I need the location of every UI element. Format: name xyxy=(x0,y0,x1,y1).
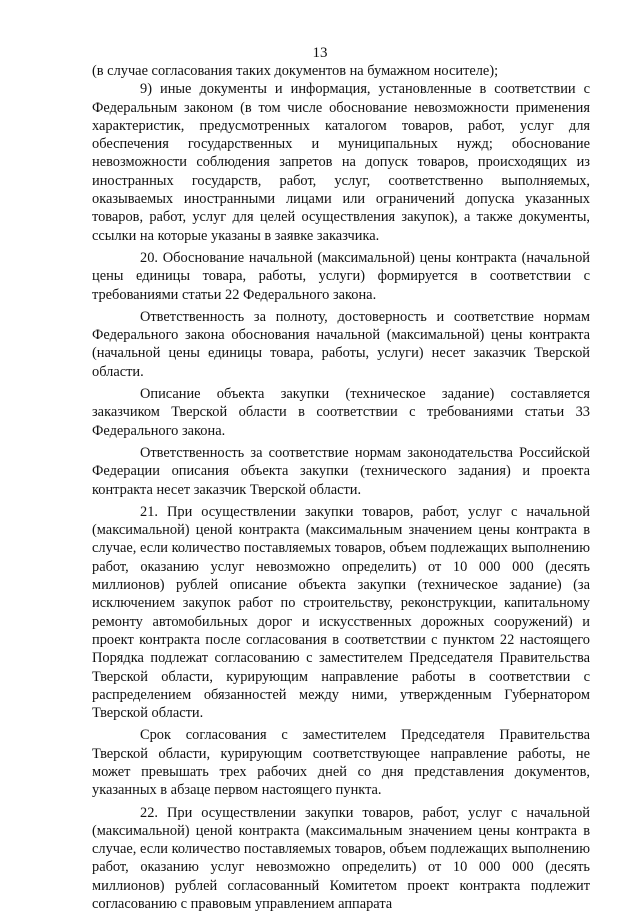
paragraph-continuation: (в случае согласования таких документов на бумажном носителе); xyxy=(92,63,499,79)
paragraph-task-responsibility: Ответственность за соответствие нормам законодательства Российской Федерации описания объекта закупки (технического задания) и проекта контракта несет заказчик Тверской области. xyxy=(92,444,590,498)
paragraph-approval-term: Срок согласования с заместителем Председателя Правительства Тверской области, курирующим соответствующее направление работы, не может превышать трех рабочих дней со дня представления документов, указанных в абзаце первом настоящего пункта. xyxy=(92,727,590,799)
paragraph-item-9: 9) иные документы и информация, установленные в соответствии с Федеральным законом (в том числе обоснование невозможности применения характеристик, предусмотренных каталогом товаров, работ, услуг для обеспечения государственных и муниципальных нужд; обоснование невозможности соблюдения запретов на допуск товаров, происходящих из иностранных государств, работ, услуг, соответственно выполняемых, оказываемых иностранными лицами или ограничений допуска указанных товаров, работ, услуг для целей осуществления закупок), а также документы, ссылки на которые указаны в заявке заказчика. xyxy=(92,81,590,244)
paragraph-item-21: 21. При осуществлении закупки товаров, работ, услуг с начальной (максимальной) ценой контракта (максимальным значением цены контракта в случае, если количество поставляемых товаров, объем подлежащих выполнению работ, оказанию услуг невозможно определить) от 10 000 000 (десять миллионов) рублей описание объекта закупки (техническое задание) (за исключением закупок работ по строительству, реконструкции, капитальному ремонту автомобильных дорог и искусственных дорожных сооружений) и проект контракта после согласования в соответствии с пунктом 22 настоящего Порядка подлежат согласованию с заместителем Председателя Правительства Тверской области, курирующим направление работы в соответствии с распределением обязанностей между ними, утвержденным Губернатором Тверской области. xyxy=(92,503,590,722)
paragraph-technical-task: Описание объекта закупки (техническое задание) составляется заказчиком Тверской области в соответствии с требованиями статьи 33 Федерального закона. xyxy=(92,386,590,439)
paragraph-item-22: 22. При осуществлении закупки товаров, работ, услуг с начальной (максимальной) ценой контракта (максимальным значением цены контракта в случае, если количество поставляемых товаров, объем подлежащих выполнению работ, оказанию услуг невозможно определить) от 10 000 000 (десять миллионов) рублей согласованный Комитетом проект контракта подлежит согласованию с правовым управлением аппарата xyxy=(92,804,590,913)
document-body xyxy=(92,62,590,917)
page-number: 13 xyxy=(312,45,328,61)
paragraph-price-responsibility: Ответственность за полноту, достоверность и соответствие нормам Федерального закона обоснования начальной (максимальной) цены контракта (начальной цены единицы товара, работы, услуги) несет заказчик Тверской области. xyxy=(92,308,590,380)
paragraph-item-20: 20. Обоснование начальной (максимальной) цены контракта (начальной цены единицы товара, работы, услуги) формируется в соответствии с требованиями статьи 22 Федерального закона. xyxy=(92,249,590,303)
